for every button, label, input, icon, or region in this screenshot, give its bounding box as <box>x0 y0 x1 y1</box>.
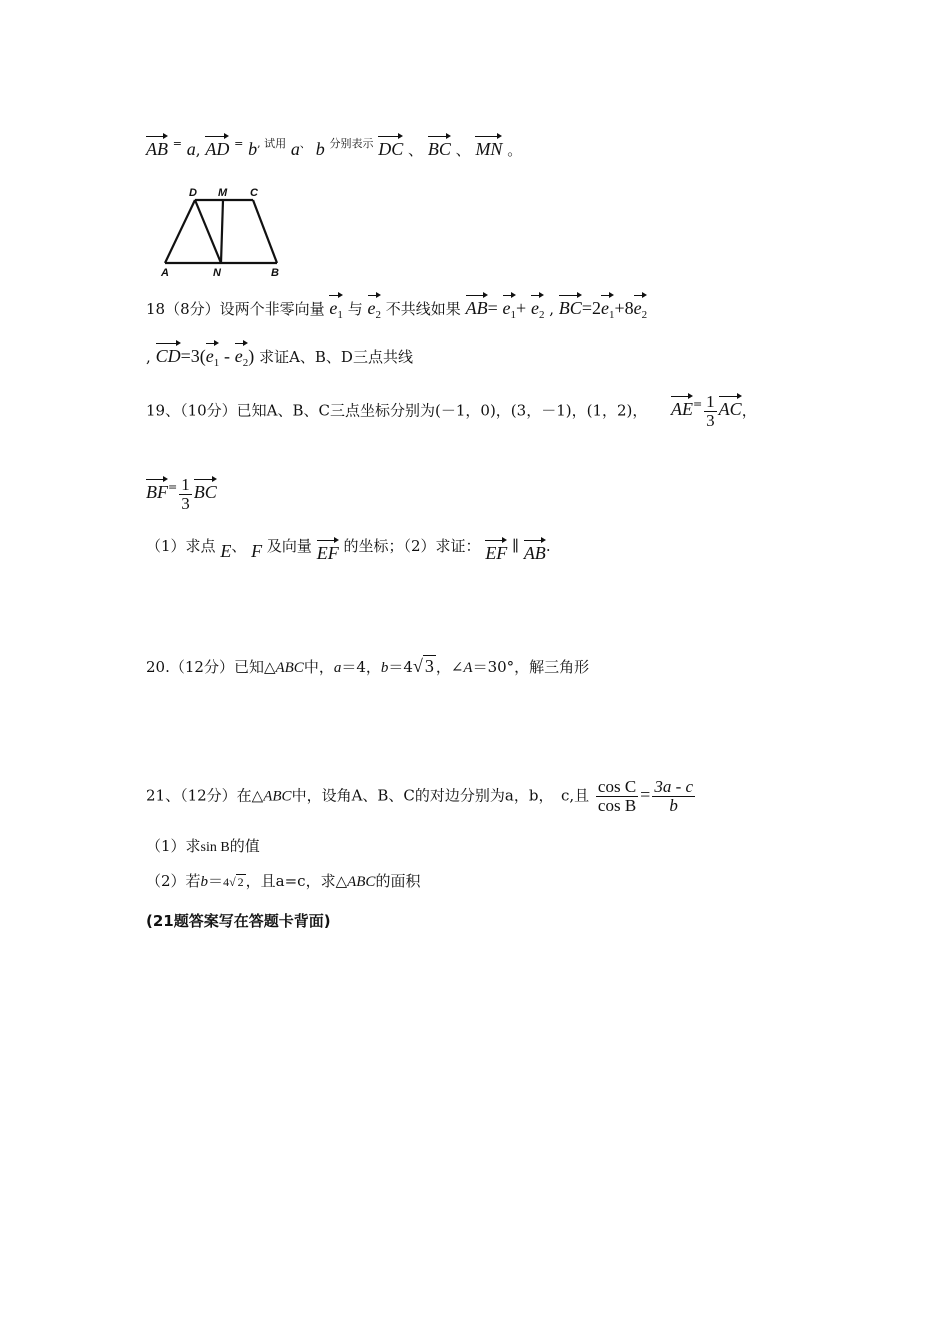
p18-line1: 18（8分）设两个非零向量 $e_1$ 与 $e_2$ 不共线如果 $AB= e_1+ e_2$ , $BC=2e_1+8e_2$ <box>146 292 647 321</box>
p21-q2: （2）若b＝4√ 2 ，且a=c，求△ABC的面积 <box>146 872 421 890</box>
vec-ab-18: AB <box>466 292 488 319</box>
label-A: A <box>161 267 169 279</box>
trapezoid-figure <box>155 183 295 283</box>
vec-ac: AC <box>719 393 742 420</box>
label-B: B <box>271 267 279 279</box>
label-M: M <box>218 187 228 199</box>
vec-bc: BC <box>428 133 451 160</box>
vec-ef-2: EF <box>485 537 507 564</box>
p21-line1: 21、（12分）在△ABC中，设角A、B、C的对边分别为a，b， c,且 $\frac{\text{cos C}}{\text{cos B}}$ = $\frac{3a - c}{b}$ <box>146 777 694 815</box>
vec-bc-19: BC <box>194 476 217 503</box>
p18-line2: , $CD=3(e_1 - e_2)$ 求证A、B、D三点共线 <box>146 340 413 369</box>
vec-bc-18: BC <box>559 292 582 319</box>
fraction-one-third-2: $\frac{1}{3}$ <box>181 475 190 513</box>
vec-mn: MN <box>475 133 502 160</box>
vec-ad: AD <box>205 133 229 160</box>
vec-e2: $e_2$ <box>368 292 382 321</box>
label-N: N <box>213 267 221 279</box>
vec-ab-19: AB <box>524 537 546 564</box>
answer-note: (21题答案写在答题卡背面) <box>146 912 331 930</box>
sqrt-two: √ 2 <box>229 875 244 889</box>
fraction-one-third: $\frac{1}{3}$ <box>706 392 715 430</box>
p19-line3: （1）求点 E、 F 及向量 EF 的坐标；（2）求证： EF ∥ AB. <box>146 537 551 563</box>
vec-cd: CD <box>156 340 181 367</box>
p21-q1: （1）求sin B的值 <box>146 837 260 855</box>
p20-line: 20.（12分）已知△ABC中，a＝4，b＝4√ 3 ，∠A＝30°，解三角形 <box>146 656 590 676</box>
p19-line1: 19、（10分）已知A、B、C三点坐标分别为(－1，0)，(3，－1)，(1，2)， AE= $\frac{1}{3}$ AC， <box>146 392 757 430</box>
fraction-cos: $\frac{\text{cos C}}{\text{cos B}}$ <box>597 777 637 815</box>
vec-ef: EF <box>317 537 339 564</box>
p17-line: AB = a, AD = $b^{, 试用}$ a、 b $^{分别表示}$ DC 、 BC 、 MN 。 <box>146 133 522 160</box>
p19-line2: BF= $\frac{1}{3}$ BC <box>146 475 217 513</box>
vec-ab: AB <box>146 133 168 160</box>
label-C: C <box>250 187 258 199</box>
sqrt-three: √ 3 <box>412 656 434 676</box>
fraction-rhs: $\frac{3a - c}{b}$ <box>654 777 694 815</box>
vec-ae: AE <box>671 393 693 420</box>
label-D: D <box>189 187 197 199</box>
vec-dc: DC <box>378 133 403 160</box>
vec-bf: BF <box>146 476 168 503</box>
vec-e1: $e_1$ <box>329 292 343 321</box>
